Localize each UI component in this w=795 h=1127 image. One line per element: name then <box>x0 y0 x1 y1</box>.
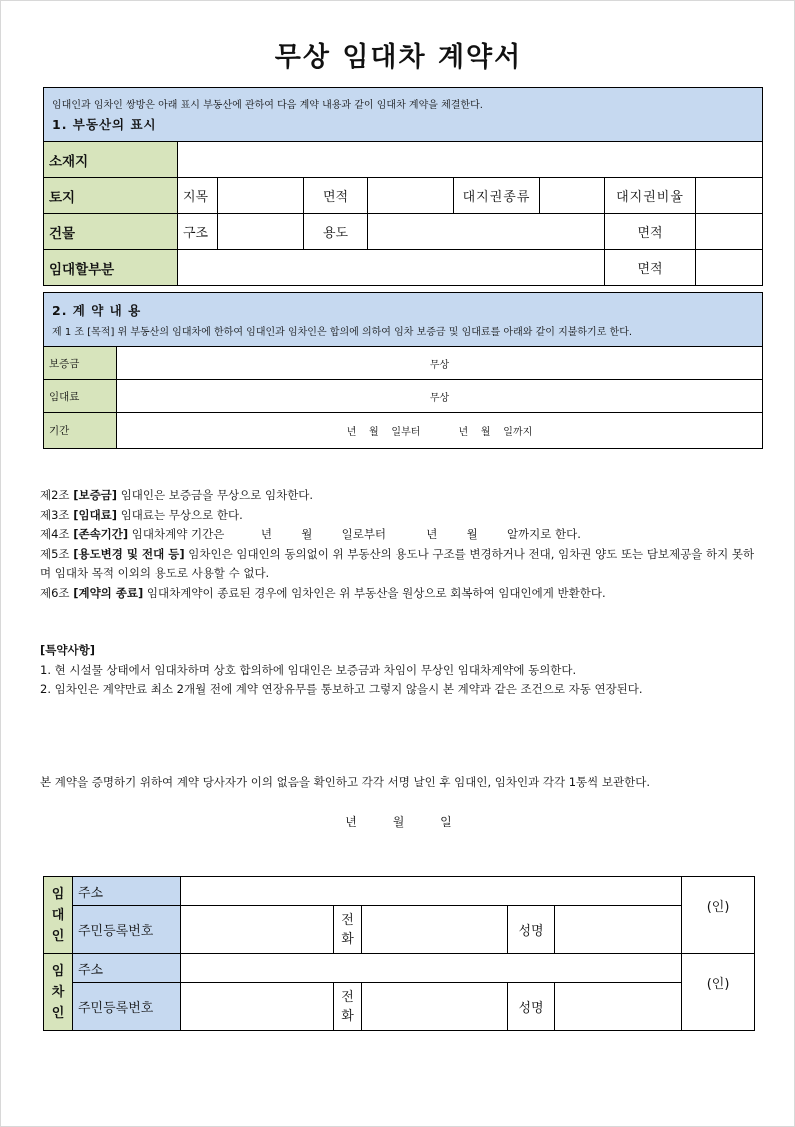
lessor-id-field[interactable] <box>181 906 334 954</box>
clauses <box>40 486 760 603</box>
contract-date <box>1 813 795 830</box>
lessor-address-label: 주소 <box>73 877 181 906</box>
special-heading: [특약사항] <box>40 643 95 657</box>
section2-header <box>44 293 763 347</box>
contract-terms-table <box>43 292 763 449</box>
lessor-name-label: 성명 <box>508 906 555 954</box>
lessee-id-field[interactable] <box>181 983 334 1031</box>
label-lease-part: 임대할부분 <box>44 250 178 286</box>
lessee-phone-label <box>334 983 362 1031</box>
page-title: 무상 임대차 계약서 <box>274 42 523 73</box>
label-rent: 임대료 <box>44 380 117 413</box>
label-deposit: 보증금 <box>44 347 117 380</box>
label-land-area: 면적 <box>304 178 368 214</box>
lessee-id-label: 주민등록번호 <box>73 983 181 1031</box>
label-building-area: 면적 <box>605 214 696 250</box>
land-area-field[interactable] <box>368 178 454 214</box>
special-item-2: 2. 임차인은 계약만료 최소 2개월 전에 계약 연장유무를 통보하고 그렇지 않을시 본 계약과 같은 조건으로 자동 연장된다. <box>40 682 643 696</box>
section1-heading: 1. 부동산의 표시 <box>52 117 157 132</box>
clause-5: 제5조 [용도변경 및 전대 등] 임차인은 임대인의 동의없이 위 부동산의 용도나 구조를 변경하거나 전대, 임차권 양도 또는 담보제공을 하지 못하며 임대차 목적 이외의 용도로 사용할 수 없다. <box>40 546 755 580</box>
section1-intro: 임대인과 임차인 쌍방은 아래 표시 부동산에 관하여 다음 계약 내용과 같이 임대차 계약을 체결한다. <box>52 100 483 111</box>
lessee-phone-text: 전화 <box>341 989 354 1024</box>
lessee-text: 임차인 <box>51 963 65 1021</box>
special-item-1: 1. 현 시설물 상태에서 임대차하며 상호 합의하에 임대인은 보증금과 차임이 무상인 임대차계약에 동의한다. <box>40 662 577 677</box>
deposit-value[interactable]: 무상 <box>117 347 763 380</box>
article1-text: 제 1 조 [목적] 위 부동산의 임대차에 한하여 임대인과 임차인은 합의에 의하여 임차 보증금 및 임대료를 아래와 같이 지불하기로 한다. <box>52 327 633 338</box>
lessor-label <box>44 877 73 954</box>
signature-table <box>43 876 755 1031</box>
building-area-field[interactable] <box>696 214 763 250</box>
jimok-field[interactable] <box>218 178 304 214</box>
clause-2: 제2조 [보증금] 임대인은 보증금을 무상으로 임차한다. <box>40 488 314 502</box>
label-location: 소재지 <box>44 142 178 178</box>
lessee-phone-field[interactable] <box>362 983 508 1031</box>
property-table <box>43 87 763 286</box>
date-month: 월 <box>392 815 405 829</box>
lessor-text: 임대인 <box>51 886 65 944</box>
lessee-address-label: 주소 <box>73 954 181 983</box>
clause-4: 제4조 [존속기간] 임대차계약 기간은 년 월 일로부터 년 월 알까지로 한다. <box>40 527 581 541</box>
lessee-address-field[interactable] <box>181 954 682 983</box>
label-jimok: 지목 <box>178 178 218 214</box>
clause-6: 제6조 [계약의 종료] 임대차계약이 종료된 경우에 임차인은 위 부동산을 원상으로 회복하여 임대인에게 반환한다. <box>40 585 606 600</box>
rent-value[interactable]: 무상 <box>117 380 763 413</box>
land-right-ratio-field[interactable] <box>696 178 763 214</box>
label-usage: 용도 <box>304 214 368 250</box>
section2-heading: 2. 계 약 내 용 <box>52 303 142 318</box>
period-value[interactable]: 년 월 일부터 년 월 일까지 <box>117 413 763 449</box>
special-terms <box>40 641 760 700</box>
lessee-seal: (인) <box>682 954 755 1031</box>
closing-statement: 본 계약을 증명하기 위하여 계약 당사자가 이의 없음을 확인하고 각각 서명 날인 후 임대인, 임차인과 각각 1통씩 보관한다. <box>40 775 650 789</box>
date-day: 일 <box>440 815 452 829</box>
label-land: 토지 <box>44 178 178 214</box>
clause-3: 제3조 [임대료] 임대료는 무상으로 한다. <box>40 507 243 522</box>
lessor-phone-text: 전화 <box>341 912 354 947</box>
lessor-name-field[interactable] <box>555 906 682 954</box>
label-land-right-ratio: 대지권비율 <box>605 178 696 214</box>
label-period: 기간 <box>44 413 117 449</box>
lease-part-field[interactable] <box>178 250 605 286</box>
lessor-id-label: 주민등록번호 <box>73 906 181 954</box>
land-right-type-field[interactable] <box>540 178 605 214</box>
usage-field[interactable] <box>368 214 605 250</box>
date-year: 년 <box>345 815 357 829</box>
label-structure: 구조 <box>178 214 218 250</box>
label-land-right-type: 대지권종류 <box>454 178 540 214</box>
lessee-label <box>44 954 73 1031</box>
label-lease-area: 면적 <box>605 250 696 286</box>
lessor-seal: (인) <box>682 877 755 954</box>
lessor-address-field[interactable] <box>181 877 682 906</box>
lessee-name-field[interactable] <box>555 983 682 1031</box>
structure-field[interactable] <box>218 214 304 250</box>
lease-area-field[interactable] <box>696 250 763 286</box>
location-field[interactable] <box>178 142 763 178</box>
section1-header <box>44 88 763 142</box>
label-building: 건물 <box>44 214 178 250</box>
lessor-phone-field[interactable] <box>362 906 508 954</box>
lessor-phone-label <box>334 906 362 954</box>
lessee-name-label: 성명 <box>508 983 555 1031</box>
